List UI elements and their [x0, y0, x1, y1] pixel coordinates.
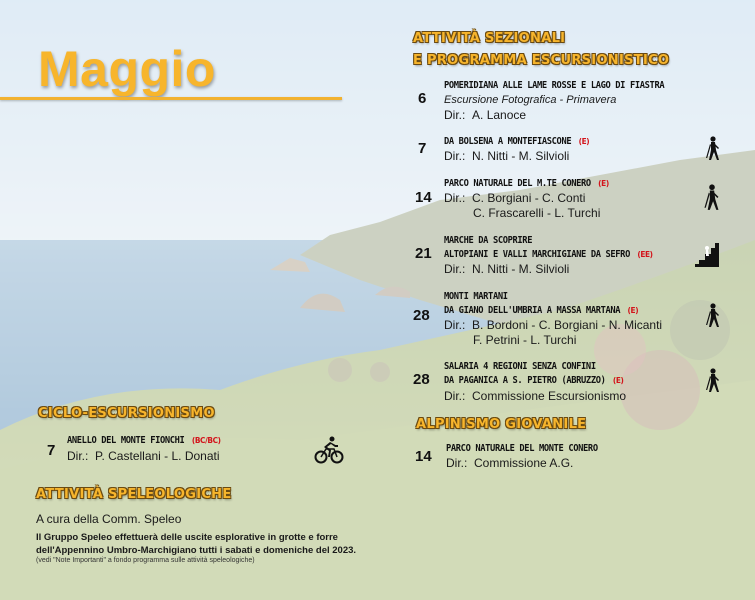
- alpinismo-heading: ALPINISMO GIOVANILE: [416, 417, 587, 432]
- event-name-2: DA PAGANICA A S. PIETRO (ABRUZZO) (E): [444, 375, 624, 386]
- event-director: Dir.: C. Borgiani - C. Conti: [444, 191, 586, 205]
- hiker-icon: [703, 368, 723, 394]
- event-name: ANELLO DEL MONTE FIONCHI (BC/BC): [67, 435, 221, 446]
- event-day: 14: [415, 189, 432, 206]
- event-director: Dir.: B. Bordoni - C. Borgiani - N. Micanti: [444, 318, 663, 332]
- event-name: PARCO NATURALE DEL MONTE CONERO: [446, 443, 598, 454]
- event-name: MONTI MARTANI: [444, 291, 508, 302]
- hiker-icon: [701, 184, 723, 212]
- event-director: Dir.: Commissione Escursionismo: [444, 389, 627, 403]
- event-name: MARCHE DA SCOPRIRE: [444, 235, 533, 246]
- event-director: Dir.: N. Nitti - M. Silvioli: [444, 149, 570, 163]
- difficulty-grade: (E): [612, 376, 624, 385]
- event-name: DA BOLSENA A MONTEFIASCONE (E): [444, 136, 590, 147]
- event-name-2: ALTOPIANI E VALLI MARCHIGIANE DA SEFRO (EE): [444, 249, 653, 260]
- event-day: 6: [418, 90, 427, 107]
- title-underline: [0, 97, 342, 100]
- event-day: 14: [415, 448, 432, 465]
- event-name: SALARIA 4 REGIONI SENZA CONFINI: [444, 361, 596, 372]
- event-director: Dir.: A. Lanoce: [444, 108, 527, 122]
- page-title: Maggio: [38, 41, 216, 97]
- ciclo-heading: CICLO-ESCURSIONISMO: [38, 406, 215, 421]
- event-director-2: C. Frascarelli - L. Turchi: [473, 206, 601, 220]
- event-subtitle: Escursione Fotografica - Primavera: [444, 94, 617, 106]
- cyclist-icon: [314, 436, 344, 464]
- event-name: PARCO NATURALE DEL M.TE CONERO (E): [444, 178, 609, 189]
- speleo-body: Il Gruppo Speleo effettuerà delle uscite esplorative in grotte e forre dell'Appennino Umbro-Marchigiano tutti i sabati e domeniche del 2023.: [36, 532, 357, 556]
- hiker-icon: [703, 303, 723, 329]
- sezionali-heading: [413, 28, 669, 72]
- event-day: 28: [413, 307, 430, 324]
- difficulty-grade: (E): [598, 179, 609, 188]
- difficulty-grade: (BC/BC): [191, 436, 221, 445]
- event-name: POMERIDIANA ALLE LAME ROSSE E LAGO DI FIASTRA: [444, 80, 665, 91]
- difficulty-grade: (E): [627, 306, 639, 315]
- speleo-note: (vedi "Note Importanti" a fondo programma sulle attività speleologiche): [36, 557, 255, 564]
- hiker-icon: [703, 136, 723, 162]
- event-director-2: F. Petrini - L. Turchi: [473, 333, 577, 347]
- speleo-subtitle: A cura della Comm. Speleo: [36, 512, 182, 526]
- climber-icon: [693, 240, 721, 268]
- event-director: Dir.: Commissione A.G.: [446, 456, 574, 470]
- event-day: 7: [418, 140, 427, 157]
- event-day: 28: [413, 371, 430, 388]
- event-name-2: DA GIANO DELL'UMBRIA A MASSA MARTANA (E): [444, 305, 639, 316]
- difficulty-grade: (E): [578, 137, 590, 146]
- event-day: 7: [47, 442, 56, 459]
- sezionali-heading-line2: E PROGRAMMA ESCURSIONISTICO: [413, 53, 670, 68]
- event-director: Dir.: N. Nitti - M. Silvioli: [444, 262, 570, 276]
- event-director: Dir.: P. Castellani - L. Donati: [67, 449, 220, 463]
- difficulty-grade: (EE): [637, 250, 653, 259]
- speleo-heading: ATTIVITÀ SPELEOLOGICHE: [36, 487, 232, 502]
- event-day: 21: [415, 245, 432, 262]
- sezionali-heading-line1: ATTIVITÀ SEZIONALI: [413, 31, 566, 46]
